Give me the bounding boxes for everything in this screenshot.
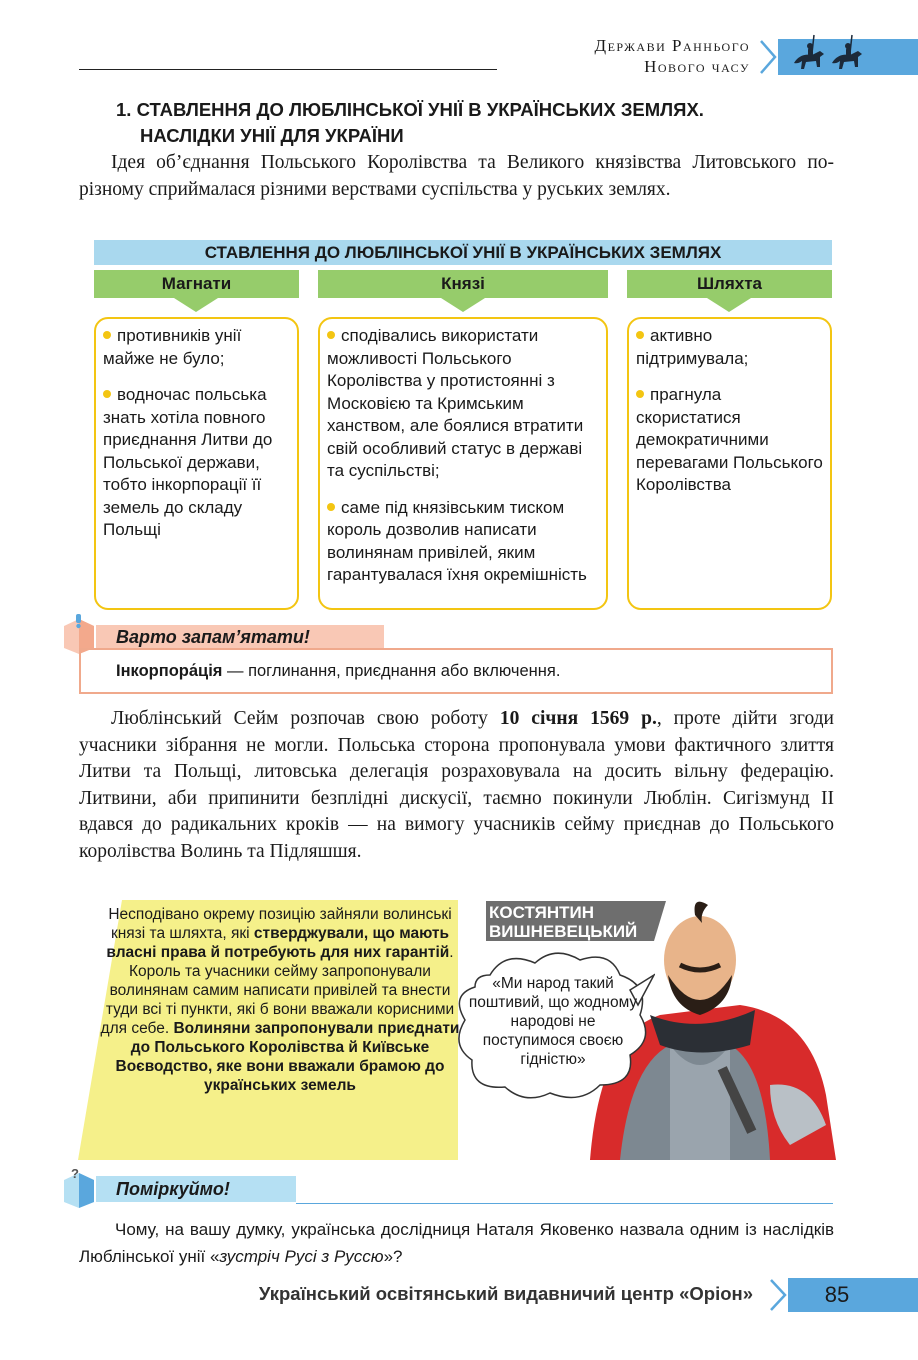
list-item: саме під князівським тиском король дозволив написати волинянам привілей, яким гарантувалася їхня окремішність: [327, 497, 587, 584]
section-heading-line2: НАСЛІДКИ УНІЇ ДЛЯ УКРАЇНИ: [140, 125, 404, 146]
person-name: КОСТЯНТИН ВИШНЕВЕЦЬКИЙ: [489, 903, 638, 941]
bullet-icon: [636, 331, 644, 339]
definition-text: — поглинання, приєднання або включення.: [222, 662, 561, 680]
bullet-icon: [103, 331, 111, 339]
section-heading: [116, 97, 836, 149]
body-paragraph: Люблінський Сейм розпочав свою роботу 10 січня 1569 р., проте дійти згоди учасники зібрання не могли. Польська сторона пропонувала умови фактичного злиття Литви та Польщі, литовська делегація розраховувала на досить вільну федерацію. Литвини, аби припинити безплідні дискусії, таємно покинули Люблін. Сигізмунд II вдався до радикальних кроків — на вимогу учасників сейму приєднав до Польського королівства Волинь та Підляшшя.: [79, 708, 834, 862]
question-icon: [62, 1168, 96, 1208]
arrow-down-icon: [174, 298, 218, 312]
remember-title: Варто запам’ятати!: [116, 627, 310, 647]
term: Інкорпора́ція: [116, 662, 223, 680]
column-header-magnates: Магнати: [94, 270, 299, 298]
bullet-icon: [636, 390, 644, 398]
column-header-gentry: Шляхта: [627, 270, 832, 298]
intro-paragraph: [79, 150, 834, 203]
chapter-title: [594, 35, 750, 77]
definition: [116, 660, 560, 682]
think-rule: [296, 1203, 833, 1204]
question-text: Чому, на вашу думку, українська дослідниця Наталя Яковенко назвала одним із наслідків Люблінської унії «зустріч Русі з Руссю»?: [79, 1220, 834, 1266]
column-box-princes: [318, 317, 608, 610]
think-title: Поміркуймо!: [116, 1179, 230, 1199]
list-item: прагнула скористатися демократичними перевагами Польського Королівства: [636, 385, 823, 494]
date: 10 січня 1569 р.: [499, 708, 657, 729]
page-number: 85: [824, 1282, 850, 1307]
column-box-magnates: [94, 317, 299, 610]
arrow-down-icon: [707, 298, 751, 312]
quote: «Ми народ такий поштивий, що жодному народові не поступимося своєю гідністю»: [468, 975, 638, 1068]
horse-riders-icon: [790, 33, 876, 75]
list-item: противників унії майже не було;: [103, 326, 242, 368]
svg-text:?: ?: [71, 1168, 79, 1181]
sidebar-text: Несподівано окрему позицію зайняли волинські князі та шляхта, які стверджували, що мають власні права й потребують для них гарантій. Король та учасники сейму запропонували волинянам самим написати привілей та внести туди всі ті пункти, які б вони вважали корисними для себе. Волиняни запропонували приєднати до Польського Королівства й Київське Воєводство, яке вони вважали брамою до українських земель: [100, 906, 460, 1094]
header-rule: [79, 69, 497, 70]
intro-text: Ідея об’єднання Польського Королівства та Великого князівства Литовського по-різному сприймалася різними верствами суспільства у руських землях.: [79, 152, 834, 200]
list-item: сподівались використати можливості Польського Королівства у протистоянні з Московією та Кримським ханством, але боялися втратити свій особливий статус в державі та суспільстві;: [327, 326, 584, 480]
chapter-title-line1: Держави Раннього: [594, 36, 750, 55]
section-heading-line1: 1. СТАВЛЕННЯ ДО ЛЮБЛІНСЬКОЇ УНІЇ В УКРАЇНСЬКИХ ЗЕМЛЯХ.: [116, 99, 704, 120]
bullet-icon: [103, 390, 111, 398]
list-item: водночас польська знать хотіла повного приєднання Литви до Польської держави, тобто інкорпорації її земель до складу Польщі: [103, 385, 273, 539]
chapter-title-line2: Нового часу: [644, 57, 750, 76]
column-box-gentry: [627, 317, 832, 610]
arrow-down-icon: [441, 298, 485, 312]
column-header-princes: Князі: [318, 270, 608, 298]
bullet-icon: [327, 503, 335, 511]
header-chevron: [758, 39, 778, 75]
publisher: Український освітянський видавничий центр «Оріон»: [258, 1283, 753, 1304]
list-item: активно підтримувала;: [636, 326, 749, 368]
diagram-title: СТАВЛЕННЯ ДО ЛЮБЛІНСЬКОЇ УНІЇ В УКРАЇНСЬКИХ ЗЕМЛЯХ: [94, 240, 832, 265]
bullet-icon: [327, 331, 335, 339]
